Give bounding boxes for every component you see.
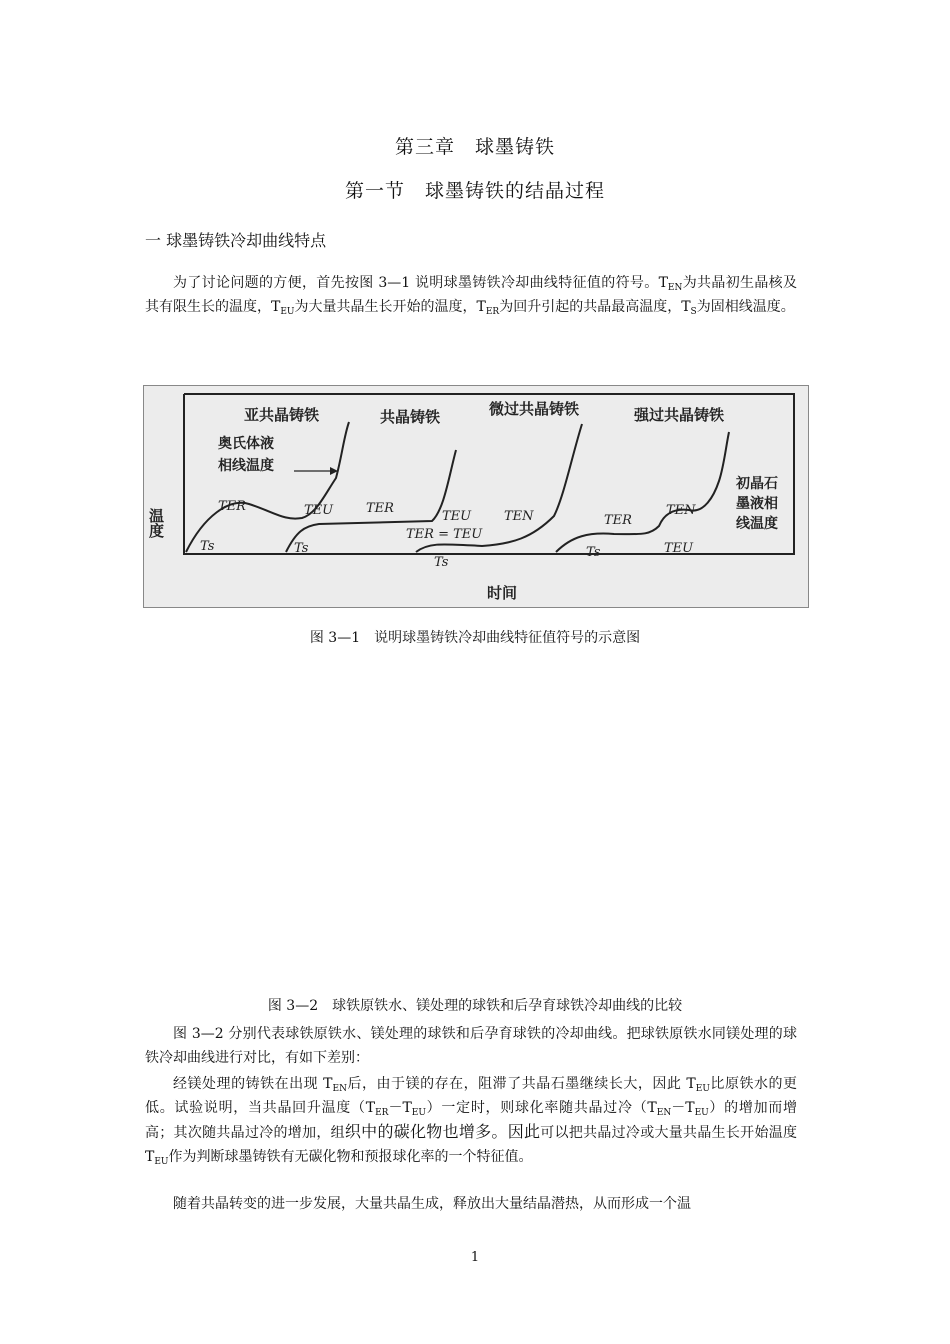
label-ts-2: Ts xyxy=(294,541,309,556)
label-ts-4: Ts xyxy=(586,545,601,560)
label-strong-hyper: 强过共晶铸铁 xyxy=(634,406,725,424)
figure1-caption: 图 3—1 说明球墨铸铁冷却曲线特征值符号的示意图 xyxy=(309,630,641,646)
label-ten-2: TEN xyxy=(666,503,696,518)
label-teu-2: TEU xyxy=(442,509,472,524)
label-austenite-2: 相线温度 xyxy=(218,458,274,474)
x-axis-label: 时间 xyxy=(487,584,518,602)
label-eutectic: 共晶铸铁 xyxy=(380,408,441,426)
label-graphite-3: 线温度 xyxy=(736,516,778,532)
label-teu-1: TEU xyxy=(304,503,334,518)
label-ts-3: Ts xyxy=(434,555,449,570)
figure2-caption: 图 3—2 球铁原铁水、镁处理的球铁和后孕育球铁冷却曲线的比较 xyxy=(267,998,683,1014)
section-title: 第一节 球墨铸铁的结晶过程 xyxy=(344,180,605,202)
chapter-title: 第三章 球墨铸铁 xyxy=(394,136,555,158)
subheading: 一 球墨铸铁冷却曲线特点 xyxy=(145,231,327,250)
label-ter-3: TER xyxy=(604,513,632,528)
label-ter-2: TER xyxy=(366,501,394,516)
cooling-curve-figure xyxy=(143,385,809,608)
y-axis-label: 温度 xyxy=(147,508,165,538)
intro-paragraph: 为了讨论问题的方便，首先按图 3—1 说明球墨铸铁冷却曲线特征值的符号。$T_{EN}$为共晶初生晶核及其有限生长的温度，$T_{EU}$为大量共晶生长开始的温度，$T_{ER}$为回升引起的共晶最高温度，$T_S$为固相线温度。 xyxy=(145,275,798,317)
label-graphite-1: 初晶石 xyxy=(736,476,778,492)
body-paragraph-2: 经镁处理的铸铁在出现 $T_{EN}$后，由于镁的存在，阻滞了共晶石墨继续长大，因此 $T_{EU}$比原铁水的更低。试验说明，当共晶回升温度$(T_{ER}-T_{EU})$一定时，则球化率随共晶过冷$(T_{EN}-T_{EU})$的增加而增高；其次随共晶过冷的增加，组织中的碳化物也增多。因此可以把共晶过冷或大量共晶生长开始温度 $T_{EU}$作为判断球墨铸铁有无碳化物和预报球化率的一个特征值。 xyxy=(145,1076,798,1167)
label-ten-1: TEN xyxy=(504,509,534,524)
label-ter-1: TER xyxy=(218,499,246,514)
label-hypoeutectic: 亚共晶铸铁 xyxy=(244,406,320,424)
label-slight-hyper: 微过共晶铸铁 xyxy=(489,400,580,418)
label-ts-1: Ts xyxy=(200,539,215,554)
label-ter-eq-teu: TER = TEU xyxy=(406,527,483,542)
body-paragraph-1: 图 3—2 分别代表球铁原铁水、镁处理的球铁和后孕育球铁的冷却曲线。把球铁原铁水同镁处理的球铁冷却曲线进行对比，有如下差别： xyxy=(145,1026,797,1066)
label-graphite-2: 墨液相 xyxy=(736,496,778,512)
body-paragraph-3: 随着共晶转变的进一步发展，大量共晶生成，释放出大量结晶潜热，从而形成一个温 xyxy=(173,1196,691,1212)
label-teu-3: TEU xyxy=(664,541,694,556)
page-number: 1 xyxy=(470,1250,480,1265)
label-austenite-1: 奥氏体液 xyxy=(218,436,274,452)
curve-strong-hyper xyxy=(556,432,729,552)
